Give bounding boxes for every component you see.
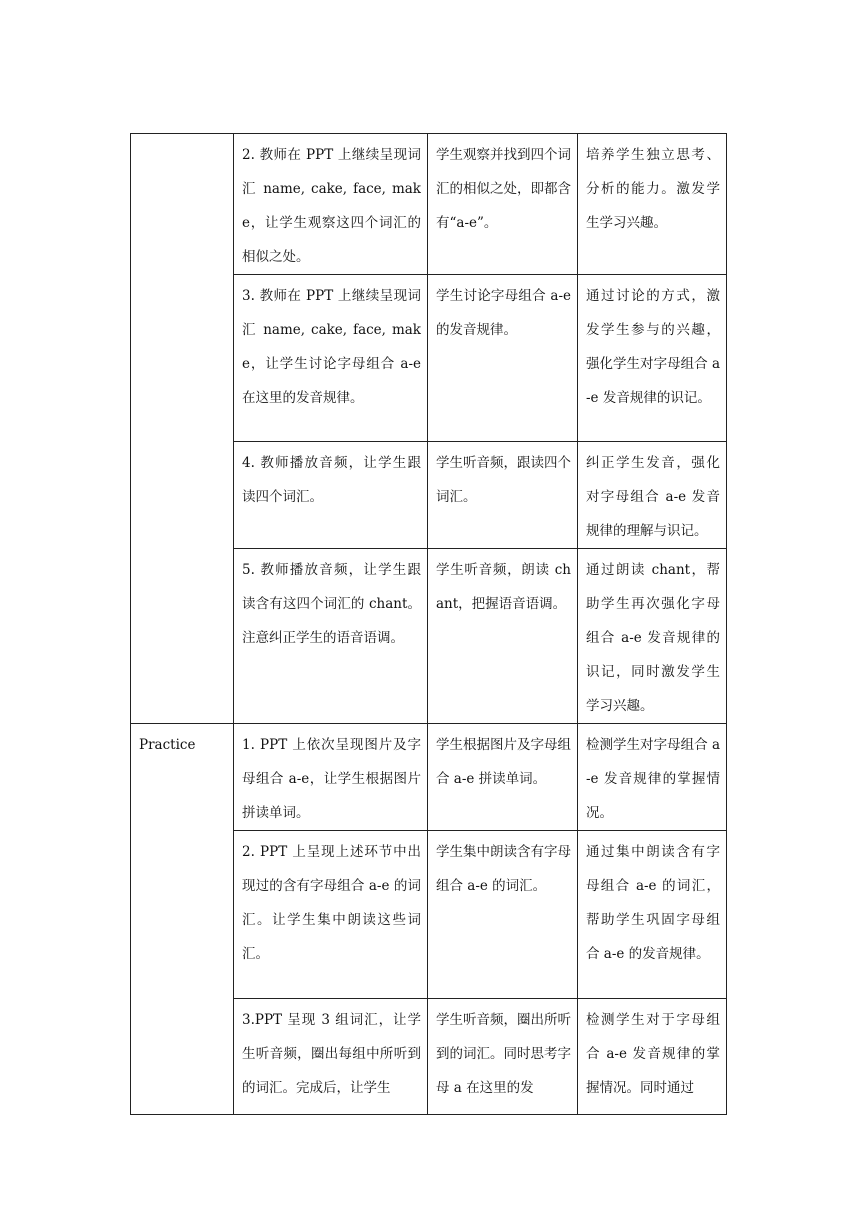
teacher-activity-cell: 3.PPT 呈现 3 组词汇，让学生听音频，圈出每组中所听到的词汇。完成后，让学生 xyxy=(234,999,428,1115)
student-activity-cell: 学生观察并找到四个词汇的相似之处，即都含有“a-e”。 xyxy=(428,134,578,275)
purpose-cell: 通过集中朗读含有字母组合 a-e 的词汇，帮助学生巩固字母组合 a-e 的发音规律。 xyxy=(578,831,727,999)
teacher-activity-cell: 4. 教师播放音频，让学生跟读四个词汇。 xyxy=(234,442,428,549)
teacher-activity-cell: 3. 教师在 PPT 上继续呈现词 汇 name, cake, face, make，让学生讨论字母组合 a-e 在这里的发音规律。 xyxy=(234,275,428,442)
purpose-cell: 纠正学生发音，强化对字母组合 a-e 发音规律的理解与识记。 xyxy=(578,442,727,549)
teacher-activity-cell: 1. PPT 上依次呈现图片及字母组合 a-e，让学生根据图片拼读单词。 xyxy=(234,724,428,831)
table-row xyxy=(131,134,727,275)
purpose-cell: 通过讨论的方式，激发学生参与的兴趣，强化学生对字母组合 a-e 发音规律的识记。 xyxy=(578,275,727,442)
stage-cell xyxy=(131,134,234,724)
student-activity-cell: 学生讨论字母组合 a-e 的发音规律。 xyxy=(428,275,578,442)
purpose-cell: 培养学生独立思考、分析的能力。激发学生学习兴趣。 xyxy=(578,134,727,275)
student-activity-cell: 学生听音频，朗读 chant，把握语音语调。 xyxy=(428,549,578,724)
student-activity-cell: 学生集中朗读含有字母组合 a-e 的词汇。 xyxy=(428,831,578,999)
lesson-plan-table xyxy=(130,133,727,1115)
student-activity-cell: 学生听音频，圈出所听到的词汇。同时思考字母 a 在这里的发 xyxy=(428,999,578,1115)
stage-cell: Practice xyxy=(131,724,234,1115)
student-activity-cell: 学生听音频，跟读四个词汇。 xyxy=(428,442,578,549)
table-row xyxy=(131,724,727,831)
purpose-cell: 检测学生对字母组合 a-e 发音规律的掌握情况。 xyxy=(578,724,727,831)
student-activity-cell: 学生根据图片及字母组合 a-e 拼读单词。 xyxy=(428,724,578,831)
purpose-cell: 通过朗读 chant，帮助学生再次强化字母组合 a-e 发音规律的识记，同时激发学生学习兴趣。 xyxy=(578,549,727,724)
purpose-cell: 检测学生对于字母组合 a-e 发音规律的掌握情况。同时通过 xyxy=(578,999,727,1115)
teacher-activity-cell: 2. PPT 上呈现上述环节中出现过的含有字母组合 a-e 的词汇。让学生集中朗读这些词汇。 xyxy=(234,831,428,999)
teacher-activity-cell: 2. 教师在 PPT 上继续呈现词 汇 name, cake, face, make，让学生观察这四个词汇的相似之处。 xyxy=(234,134,428,275)
teacher-activity-cell: 5. 教师播放音频，让学生跟读含有这四个词汇的 chant。注意纠正学生的语音语调。 xyxy=(234,549,428,724)
